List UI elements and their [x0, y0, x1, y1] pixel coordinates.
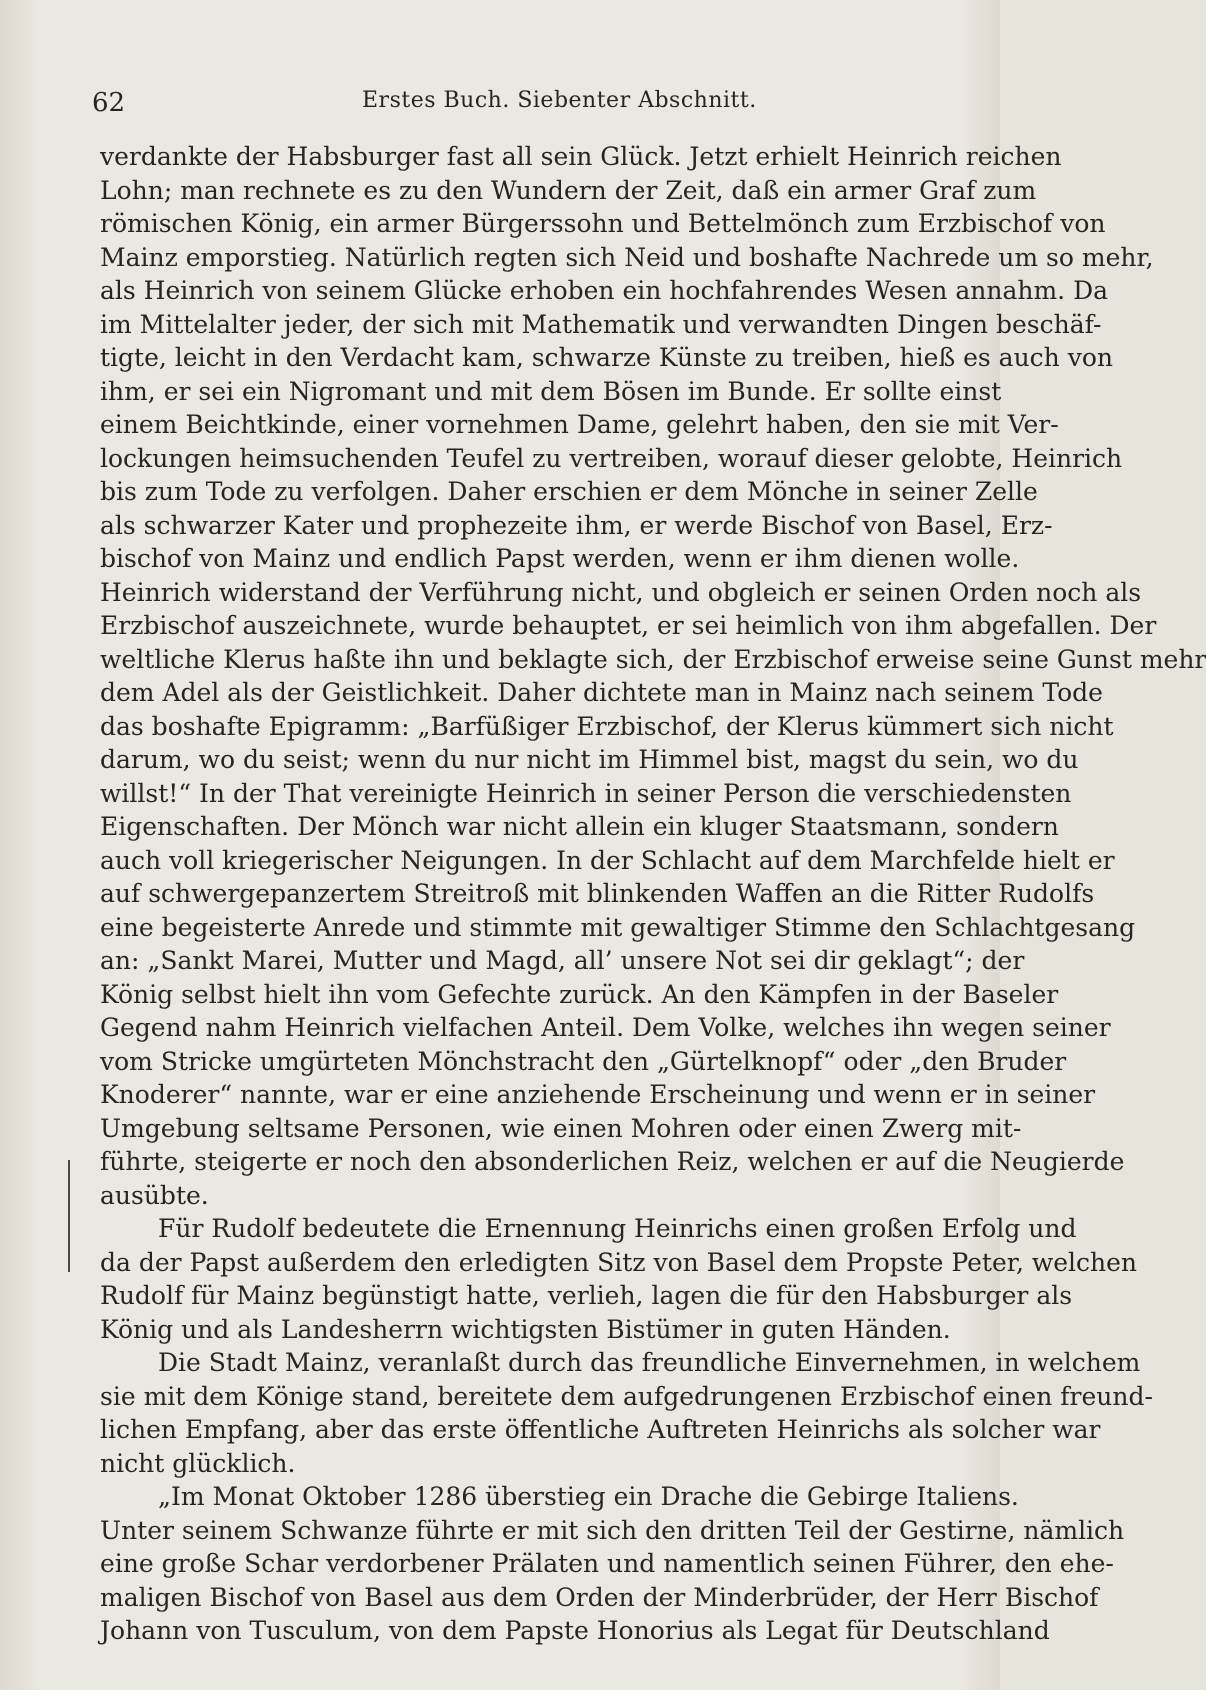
running-title: Erstes Buch. Siebenter Abschnitt. [362, 88, 757, 113]
text-line: Erzbischof auszeichnete, wurde behauptet, er sei heimlich von ihm abgefallen. Der [100, 611, 1157, 640]
text-line: auf schwergepanzertem Streitroß mit blinkenden Waffen an die Ritter Rudolfs [100, 879, 1095, 908]
text-line: willst!“ In der That vereinigte Heinrich in seiner Person die verschiedensten [100, 778, 1072, 808]
text-line: sie mit dem Könige stand, bereitete dem aufgedrungenen Erzbischof einen freund- [100, 1381, 1153, 1411]
body-text [100, 140, 1206, 1648]
text-line: darum, wo du seist; wenn du nur nicht im Himmel bist, magst du sein, wo du [100, 745, 1079, 774]
text-line: eine große Schar verdorbener Prälaten und namentlich seinen Führer, den ehe- [100, 1549, 1114, 1578]
text-line: vom Stricke umgürteten Mönchstracht den „Gürtelknopf“ oder „den Bruder [100, 1046, 1067, 1076]
text-line: führte, steigerte er noch den absonderlichen Reiz, welchen er auf die Neugierde [100, 1147, 1125, 1176]
text-line: Johann von Tusculum, von dem Papste Honorius als Legat für Deutschland [100, 1616, 1050, 1645]
text-line: auch voll kriegerischer Neigungen. In der Schlacht auf dem Marchfelde hielt er [100, 845, 1115, 875]
text-line: dem Adel als der Geistlichkeit. Daher dichtete man in Mainz nach seinem Tode [100, 678, 1103, 707]
text-line: bis zum Tode zu verfolgen. Daher erschien er dem Mönche in seiner Zelle [100, 477, 1038, 506]
text-line: König und als Landesherrn wichtigsten Bistümer in guten Händen. [100, 1314, 951, 1344]
text-line: bischof von Mainz und endlich Papst werden, wenn er ihm dienen wolle. [100, 544, 1020, 573]
text-line: Lohn; man rechnete es zu den Wundern der Zeit, daß ein armer Graf zum [100, 175, 1037, 205]
text-line: „Im Monat Oktober 1286 überstieg ein Drache die Gebirge Italiens. [158, 1482, 1019, 1511]
text-line: König selbst hielt ihn vom Gefechte zurück. An den Kämpfen in der Baseler [100, 979, 1059, 1009]
text-line: als schwarzer Kater und prophezeite ihm, er werde Bischof von Basel, Erz- [100, 510, 1053, 540]
text-line: tigte, leicht in den Verdacht kam, schwarze Künste zu treiben, hieß es auch von [100, 343, 1114, 372]
text-line: als Heinrich von seinem Glücke erhoben ein hochfahrendes Wesen annahm. Da [100, 276, 1109, 305]
text-line: Für Rudolf bedeutete die Ernennung Heinrichs einen großen Erfolg und [158, 1214, 1077, 1243]
text-line: Mainz emporstieg. Natürlich regten sich Neid und boshafte Nachrede um so mehr, [100, 242, 1154, 272]
text-line: das boshafte Epigramm: „Barfüßiger Erzbischof, der Klerus kümmert sich nicht [100, 711, 1114, 741]
text-line: lockungen heimsuchenden Teufel zu vertreiben, worauf dieser gelobte, Heinrich [100, 443, 1123, 473]
text-line: ihm, er sei ein Nigromant und mit dem Bösen im Bunde. Er sollte einst [100, 376, 1002, 406]
text-line: weltliche Klerus haßte ihn und beklagte sich, der Erzbischof erweise seine Gunst mehr [100, 644, 1206, 674]
text-line: da der Papst außerdem den erledigten Sitz von Basel dem Propste Peter, welchen [100, 1247, 1138, 1277]
text-line: ausübte. [100, 1180, 209, 1210]
text-line: eine begeisterte Anrede und stimmte mit gewaltiger Stimme den Schlachtgesang [100, 912, 1136, 942]
text-line: Umgebung seltsame Personen, wie einen Mohren oder einen Zwerg mit- [100, 1113, 1022, 1143]
text-line: im Mittelalter jeder, der sich mit Mathematik und verwandten Dingen beschäf- [100, 309, 1102, 339]
text-line: Rudolf für Mainz begünstigt hatte, verlieh, lagen die für den Habsburger als [100, 1281, 1073, 1310]
text-line: lichen Empfang, aber das erste öffentliche Auftreten Heinrichs als solcher war [100, 1415, 1101, 1444]
margin-mark [68, 1160, 70, 1272]
text-line: Knoderer“ nannte, war er eine anziehende Erscheinung und wenn er in seiner [100, 1080, 1096, 1109]
text-line: maligen Bischof von Basel aus dem Orden der Minderbrüder, der Herr Bischof [100, 1582, 1099, 1612]
text-line: Unter seinem Schwanze führte er mit sich den dritten Teil der Gestirne, nämlich [100, 1515, 1125, 1545]
text-line: Heinrich widerstand der Verführung nicht, und obgleich er seinen Orden noch als [100, 577, 1142, 607]
page-header [92, 88, 940, 124]
text-line: Die Stadt Mainz, veranlaßt durch das freundliche Einvernehmen, in welchem [158, 1348, 1141, 1377]
text-line: einem Beichtkinde, einer vornehmen Dame, gelehrt haben, den sie mit Ver- [100, 410, 1059, 439]
page-number: 62 [92, 88, 126, 118]
text-line: verdankte der Habsburger fast all sein Glück. Jetzt erhielt Heinrich reichen [100, 142, 1062, 171]
text-line: nicht glücklich. [100, 1448, 296, 1478]
text-line: römischen König, ein armer Bürgerssohn und Bettelmönch zum Erzbischof von [100, 209, 1106, 238]
text-line: Gegend nahm Heinrich vielfachen Anteil. Dem Volke, welches ihn wegen seiner [100, 1013, 1111, 1042]
text-line: Eigenschaften. Der Mönch war nicht allein ein kluger Staatsmann, sondern [100, 812, 1059, 841]
text-line: an: „Sankt Marei, Mutter und Magd, all’ unsere Not sei dir geklagt“; der [100, 946, 1025, 975]
